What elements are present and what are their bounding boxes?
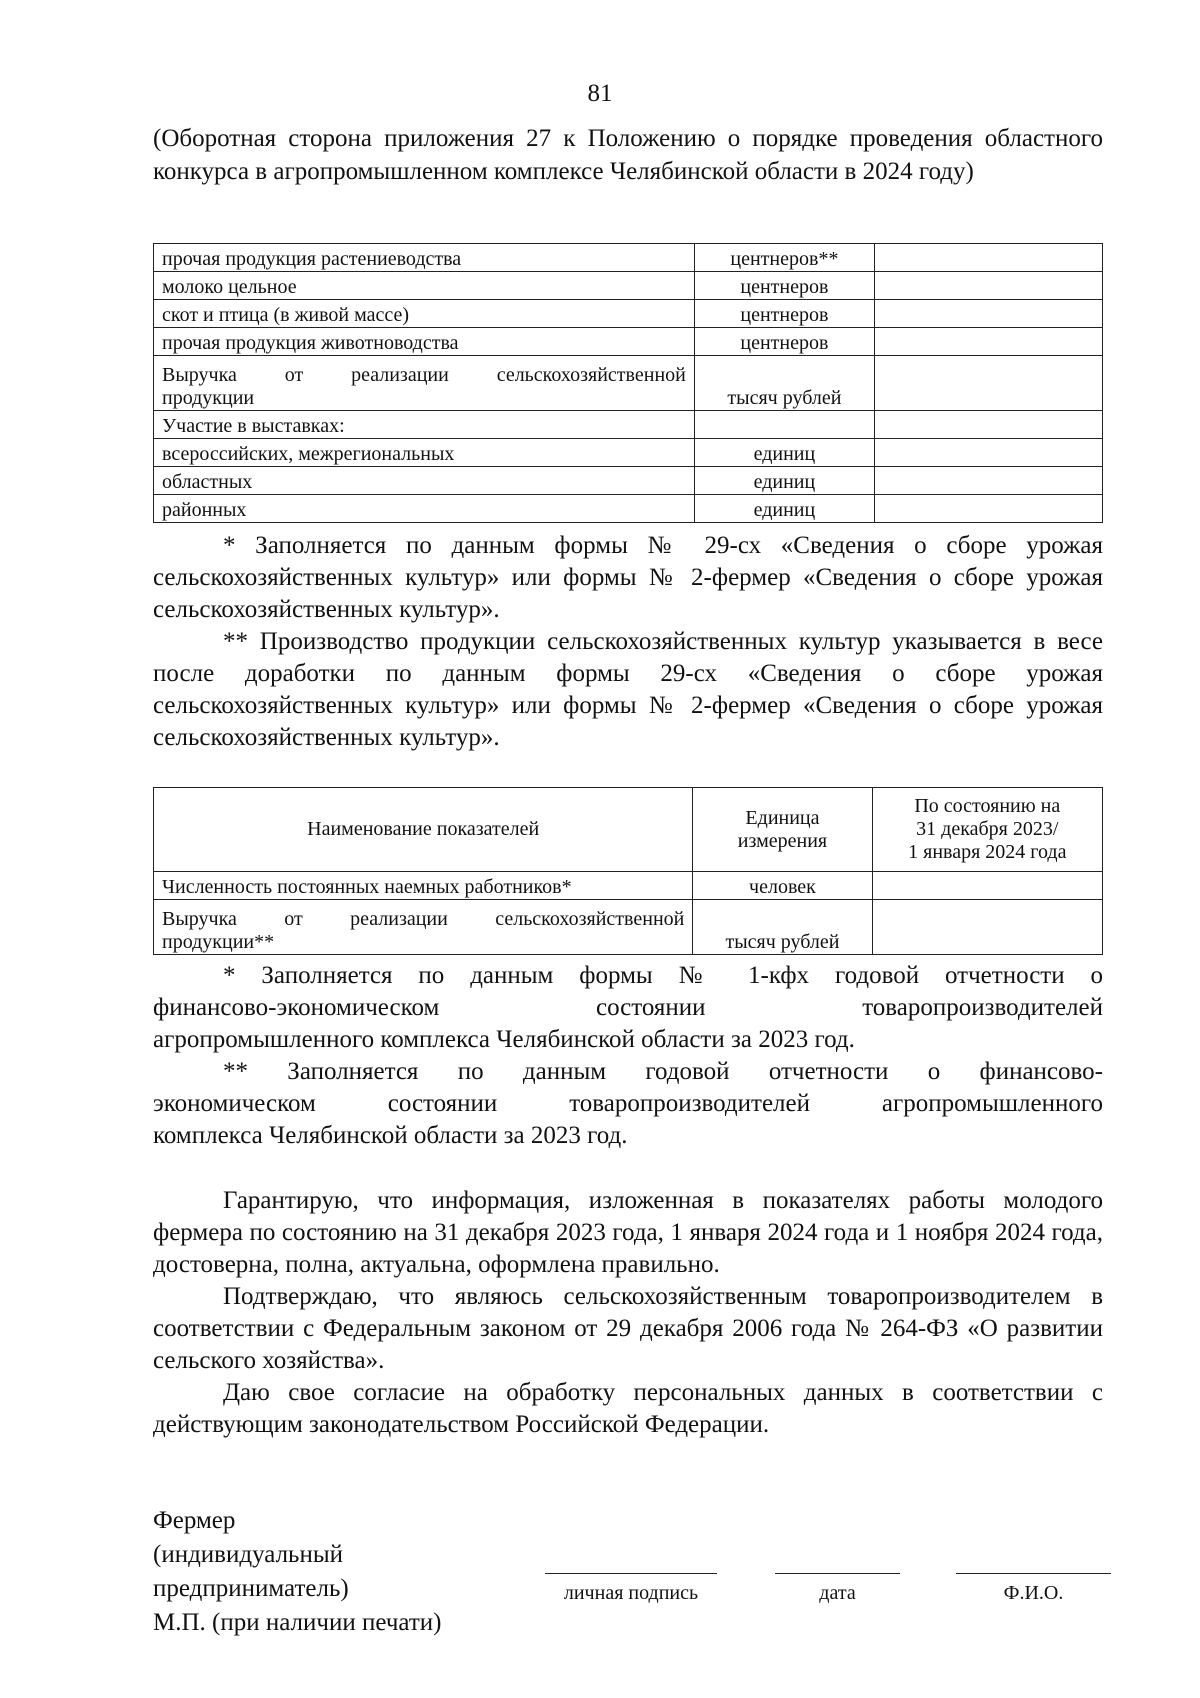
row-value-cell[interactable] xyxy=(875,467,1103,495)
guarantee-paragraph xyxy=(153,1185,1103,1281)
row-unit xyxy=(694,411,874,439)
date-field[interactable] xyxy=(775,1573,900,1605)
row-unit: единиц xyxy=(694,495,874,523)
date-label: дата xyxy=(819,1582,856,1604)
table-row xyxy=(154,467,1103,495)
workers-revenue-table xyxy=(153,787,1103,955)
footnote-4-text: ** Заполняется по данным годовой отчетности о финансово- xyxy=(223,1058,1103,1085)
row-name: областных xyxy=(154,467,695,495)
row-value-cell[interactable] xyxy=(875,272,1103,300)
row-unit: центнеров xyxy=(694,300,874,328)
row-name-line: продукции xyxy=(162,387,255,409)
table-row xyxy=(154,439,1103,467)
footnote-2 xyxy=(153,626,1103,754)
row-name xyxy=(154,900,693,955)
row-unit: тысяч рублей xyxy=(694,356,874,411)
row-name: Численность постоянных наемных работников* xyxy=(154,872,693,900)
header-unit-line: измерения xyxy=(737,829,828,852)
header-unit xyxy=(693,788,872,872)
header-date-line: 31 декабря 2023/ xyxy=(916,818,1059,840)
name-label: Ф.И.О. xyxy=(1003,1582,1064,1604)
header-date xyxy=(872,788,1102,872)
page-number: 81 xyxy=(587,80,613,107)
row-value-cell[interactable] xyxy=(875,439,1103,467)
row-name-line: продукции** xyxy=(162,931,275,953)
header-note: (Оборотная сторона приложения 27 к Положению о порядке проведения областного конкурса в агропромышленном комплексе Челябинской области в 2024 году) xyxy=(153,125,1103,185)
signature-line xyxy=(545,1573,717,1574)
footnote-3-text: * Заполняется по данным формы № 1-кфх годовой отчетности о xyxy=(223,962,1103,989)
signature-field[interactable] xyxy=(545,1573,717,1605)
name-field[interactable] xyxy=(956,1573,1111,1605)
row-unit: центнеров** xyxy=(694,244,874,272)
row-unit: центнеров xyxy=(694,272,874,300)
row-value-cell[interactable] xyxy=(875,356,1103,411)
header-date-line: По состоянию на xyxy=(914,795,1061,817)
table-row xyxy=(154,411,1103,439)
footnote-2-text: ** Производство продукции сельскохозяйственных культур указывается в весе после доработки по данным формы 29-сх «Сведения о сборе урожая сельскохозяйственных культур» или формы № 2-фермер «Сведения о сборе урожая сельскохозяйственных культур». xyxy=(153,628,1103,751)
date-line xyxy=(775,1573,900,1574)
row-value-cell[interactable] xyxy=(872,900,1102,955)
signer-title: (индивидуальный xyxy=(153,1541,344,1568)
table-row xyxy=(154,272,1103,300)
table-row xyxy=(154,495,1103,523)
row-name: прочая продукция растениеводства xyxy=(154,244,695,272)
footnote-3 xyxy=(153,960,1103,1056)
row-unit: тысяч рублей xyxy=(693,900,872,955)
table-row xyxy=(154,872,1103,900)
table-header-row xyxy=(154,788,1103,872)
footnote-1-text: * Заполняется по данным формы № 29-сх «Сведения о сборе урожая сельскохозяйственных культур» или формы № 2-фермер «Сведения о сборе урожая сельскохозяйственных культур». xyxy=(153,532,1103,623)
row-unit: человек xyxy=(693,872,872,900)
signer-title: предприниматель) xyxy=(153,1575,349,1602)
consent-paragraph xyxy=(153,1377,1103,1441)
row-name: районных xyxy=(154,495,695,523)
confirm-text: Подтверждаю, что являюсь сельскохозяйственным товаропроизводителем в соответствии с Федеральным законом от 29 декабря 2006 года № 264-ФЗ «О развитии сельского хозяйства». xyxy=(153,1283,1103,1374)
footnote-3-line xyxy=(153,960,1103,992)
table-row xyxy=(154,300,1103,328)
header-name: Наименование показателей xyxy=(154,788,693,872)
footnote-3-line: агропромышленного комплекса Челябинской области за 2023 год. xyxy=(153,1026,855,1053)
row-unit: единиц xyxy=(694,467,874,495)
row-unit: единиц xyxy=(694,439,874,467)
header-unit-line: Единица xyxy=(745,806,820,829)
row-value-cell[interactable] xyxy=(875,328,1103,356)
footnote-4 xyxy=(153,1056,1103,1152)
signer-title: Фермер xyxy=(153,1507,236,1534)
table-row xyxy=(154,356,1103,411)
row-value-cell[interactable] xyxy=(875,495,1103,523)
guarantee-text: Гарантирую, что информация, изложенная в показателях работы молодого фермера по состоянию на 31 декабря 2023 года, 1 января 2024 года и 1 ноября 2024 года, достоверна, полна, актуальна, оформлена правильно. xyxy=(153,1187,1103,1278)
consent-text: Даю свое согласие на обработку персональных данных в соответствии с действующим законодательством Российской Федерации. xyxy=(153,1379,1103,1438)
row-unit: центнеров xyxy=(694,328,874,356)
row-name: прочая продукция животноводства xyxy=(154,328,695,356)
row-name: Участие в выставках: xyxy=(154,411,695,439)
header-date-line: 1 января 2024 года xyxy=(908,841,1067,863)
table-row xyxy=(154,244,1103,272)
row-name xyxy=(154,356,695,411)
production-table xyxy=(153,243,1103,523)
footnote-4-line xyxy=(153,1056,1103,1088)
signature-block xyxy=(153,1504,483,1640)
row-name: молоко цельное xyxy=(154,272,695,300)
row-name: скот и птица (в живой массе) xyxy=(154,300,695,328)
footnote-3-line: финансово-экономическом состоянии товаропроизводителей xyxy=(153,994,1103,1021)
row-value-cell[interactable] xyxy=(875,244,1103,272)
confirm-paragraph xyxy=(153,1281,1103,1377)
row-value-cell[interactable] xyxy=(872,872,1102,900)
footnote-4-line: комплекса Челябинской области за 2023 год. xyxy=(153,1122,628,1149)
name-line xyxy=(956,1573,1111,1574)
row-name: всероссийских, межрегиональных xyxy=(154,439,695,467)
signature-label: личная подпись xyxy=(563,1582,699,1604)
row-value-cell[interactable] xyxy=(875,411,1103,439)
footnote-4-line: экономическом состоянии товаропроизводителей агропромышленного xyxy=(153,1090,1103,1117)
row-name-line: Выручка от реализации сельскохозяйственной xyxy=(162,908,685,930)
table-row xyxy=(154,900,1103,955)
footnote-1 xyxy=(153,530,1103,626)
row-value-cell[interactable] xyxy=(875,300,1103,328)
stamp-note: М.П. (при наличии печати) xyxy=(153,1609,442,1636)
row-name-line: Выручка от реализации сельскохозяйственной xyxy=(162,364,686,386)
table-row xyxy=(154,328,1103,356)
